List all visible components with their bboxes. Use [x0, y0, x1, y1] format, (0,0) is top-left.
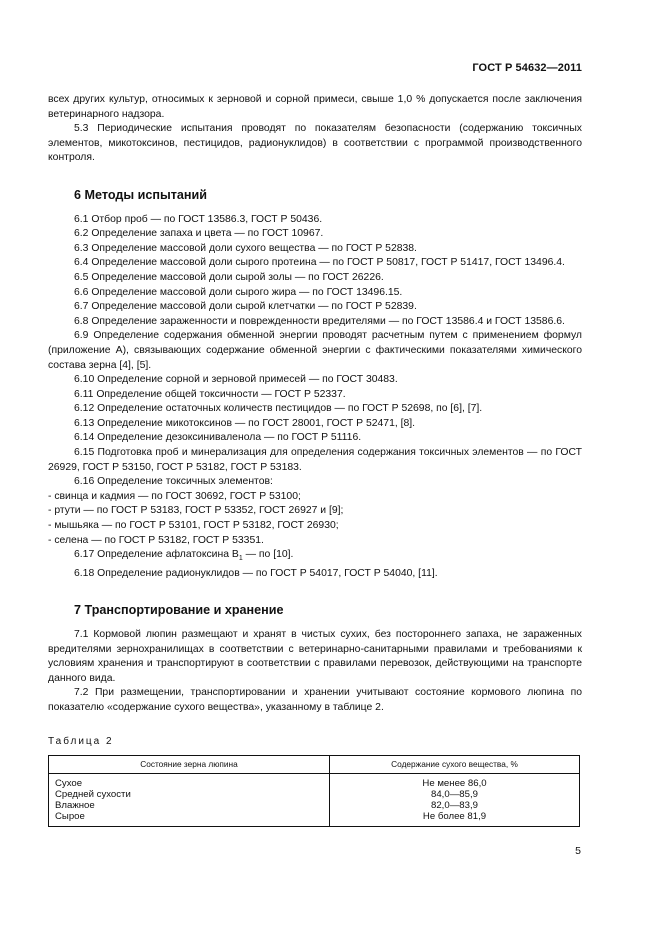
list-item: 6.8 Определение зараженности и поврежденности вредителями — по ГОСТ 13586.4 и ГОСТ 13586.6.: [74, 315, 565, 327]
table-row: [49, 774, 580, 827]
list-item: 6.6 Определение массовой доли сырого жира — по ГОСТ 13496.15.: [74, 286, 403, 298]
list-item: 6.9 Определение содержания обменной энергии проводят расчетным путем с применением формул (приложение А), связывающих содержание обменной энергии с фактическими показателями химического состава зерна [4], [5].: [48, 330, 582, 371]
table-caption: Таблица 2: [48, 735, 114, 747]
list-item: 6.11 Определение общей токсичности — ГОСТ Р 52337.: [74, 388, 346, 400]
paragraph-7-1: 7.1 Кормовой люпин размещают и хранят в чистых сухих, без постороннего запаха, не зараженных вредителями зернохранилищах в соответствии с ветеринарно-санитарными правилами и требованиями к условиям хранения и транспортируют в соответствии с правилами перевозок, действующими на транспорте данного вида.: [48, 629, 582, 684]
list-item: 6.12 Определение остаточных количеств пестицидов — по ГОСТ Р 52698, по [6], [7].: [74, 403, 483, 415]
table-2: [48, 755, 580, 827]
item-6-17: 6.17 Определение афлатоксина $В_1$ — по [10].: [74, 549, 294, 563]
page-number: 5: [575, 845, 581, 857]
list-item: 6.1 Отбор проб — по ГОСТ 13586.3, ГОСТ Р 50436.: [74, 213, 323, 225]
list-item: - свинца и кадмия — по ГОСТ 30692, ГОСТ Р 53100;: [48, 490, 301, 502]
table-cell-value: Не более 81,9: [422, 811, 487, 823]
table-cell-state: Влажное: [55, 800, 95, 812]
section-6-title: 6 Методы испытаний: [74, 187, 207, 202]
list-item: 6.16 Определение токсичных элементов:: [74, 476, 273, 488]
table-cell-state: Средней сухости: [55, 789, 131, 801]
table-header-state: Состояние зерна люпина: [49, 756, 330, 774]
table-cell-state: Сухое: [55, 778, 83, 790]
list-item: 6.2 Определение запаха и цвета — по ГОСТ 10967.: [74, 228, 324, 240]
list-item: 6.4 Определение массовой доли сырого протеина — по ГОСТ Р 50817, ГОСТ Р 51417, ГОСТ 13496.4.: [74, 257, 565, 269]
document-id: ГОСТ Р 54632—2011: [472, 62, 582, 74]
section-6-list: [48, 213, 582, 549]
item-6-18: 6.18 Определение радионуклидов — по ГОСТ Р 54017, ГОСТ Р 54040, [11].: [74, 567, 438, 579]
list-item: 6.10 Определение сорной и зерновой примесей — по ГОСТ 30483.: [74, 374, 398, 386]
list-item: 6.7 Определение массовой доли сырой клетчатки — по ГОСТ Р 52839.: [74, 301, 417, 313]
list-item: - селена — по ГОСТ Р 53182, ГОСТ Р 53351.: [48, 534, 264, 546]
table-cell-values: [330, 774, 580, 827]
list-item: 6.3 Определение массовой доли сухого вещества — по ГОСТ Р 52838.: [74, 242, 417, 254]
paragraph-7-2: 7.2 При размещении, транспортировании и хранении учитывают состояние кормового люпина по показателю «содержание сухого вещества», указанному в таблице 2.: [48, 687, 582, 714]
list-item: 6.13 Определение микотоксинов — по ГОСТ 28001, ГОСТ Р 52471, [8].: [74, 417, 416, 429]
table-header-dry-matter: Содержание сухого вещества, %: [330, 756, 580, 774]
table-cell-value: 82,0—83,9: [431, 800, 478, 812]
paragraph-intro-1: всех других культур, относимых к зерновой и сорной примеси, свыше 1,0 % допускается после заключения ветеринарного надзора.: [48, 94, 582, 120]
list-item: 6.5 Определение массовой доли сырой золы — по ГОСТ 26226.: [74, 271, 384, 283]
paragraph-5-3: 5.3 Периодические испытания проводят по показателям безопасности (содержанию токсичных элементов, микотоксинов, пестицидов, радионуклидов) в соответствии с программой производственного контроля.: [48, 123, 582, 164]
table-cell-state: Сырое: [55, 811, 85, 823]
table-cell-value: 84,0—85,9: [431, 789, 478, 801]
list-item: - ртути — по ГОСТ Р 53183, ГОСТ Р 53352, ГОСТ 26927 и [9];: [48, 505, 344, 517]
table-cell-states: [49, 774, 330, 827]
list-item: 6.14 Определение дезоксиниваленола — по ГОСТ Р 51116.: [74, 432, 362, 444]
page-content: [48, 93, 582, 827]
list-item: - мышьяка — по ГОСТ Р 53101, ГОСТ Р 53182, ГОСТ 26930;: [48, 520, 339, 532]
section-7-title: 7 Транспортирование и хранение: [74, 603, 284, 618]
list-item: 6.15 Подготовка проб и минерализация для определения содержания токсичных элементов — по ГОСТ 26929, ГОСТ Р 53150, ГОСТ Р 53182, ГОСТ Р 53183.: [48, 447, 582, 473]
table-cell-value: Не менее 86,0: [422, 778, 487, 790]
